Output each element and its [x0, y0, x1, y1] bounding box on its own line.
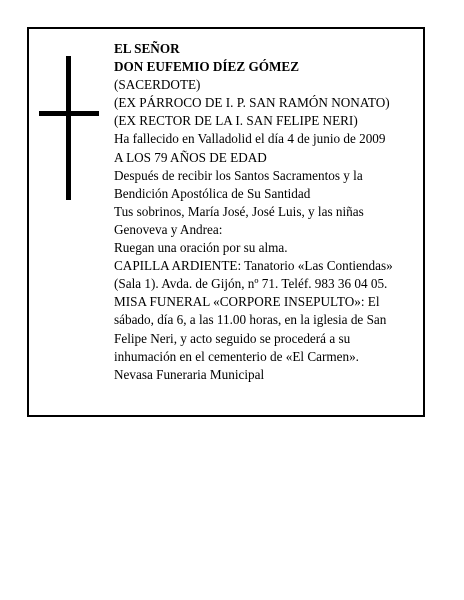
- family-line-2: Genoveva y Andrea:: [114, 221, 223, 237]
- funeral-line-4: inhumación en el cementerio de «El Carmen».: [114, 348, 359, 364]
- funeral-line-3: Felipe Neri, y acto seguido se procederá a su: [114, 330, 351, 346]
- deceased-name: DON EUFEMIO DÍEZ GÓMEZ: [114, 59, 300, 75]
- obituary-text: [114, 40, 420, 384]
- cross-horizontal-bar: [39, 111, 99, 116]
- age-line: A LOS 79 AÑOS DE EDAD: [114, 149, 267, 165]
- cross-vertical-bar: [66, 56, 71, 200]
- title-line: EL SEÑOR: [114, 41, 180, 56]
- family-line-1: Tus sobrinos, María José, José Luis, y las niñas: [114, 203, 364, 219]
- sacraments-line-1: Después de recibir los Santos Sacramentos y la: [114, 167, 363, 183]
- cross-icon: [39, 56, 99, 200]
- death-date-line: Ha fallecido en Valladolid el día 4 de junio de 2009: [114, 131, 386, 147]
- former-role-parish: (EX PÁRROCO DE I. P. SAN RAMÓN NONATO): [114, 95, 390, 111]
- sacraments-line-2: Bendición Apostólica de Su Santidad: [114, 185, 311, 201]
- funeral-line-1: MISA FUNERAL «CORPORE INSEPULTO»: El: [114, 294, 380, 310]
- former-role-rector: (EX RECTOR DE LA I. SAN FELIPE NERI): [114, 113, 358, 129]
- chapel-line-1: CAPILLA ARDIENTE: Tanatorio «Las Contiendas»: [114, 258, 393, 274]
- funeral-home: Nevasa Funeraria Municipal: [114, 366, 265, 382]
- funeral-line-2: sábado, día 6, a las 11.00 horas, en la iglesia de San: [114, 312, 387, 328]
- prayer-request: Ruegan una oración por su alma.: [114, 240, 288, 256]
- obituary-notice: [27, 27, 425, 417]
- deceased-role: (SACERDOTE): [114, 77, 201, 93]
- chapel-line-2: (Sala 1). Avda. de Gijón, nº 71. Teléf. 983 36 04 05.: [114, 276, 388, 292]
